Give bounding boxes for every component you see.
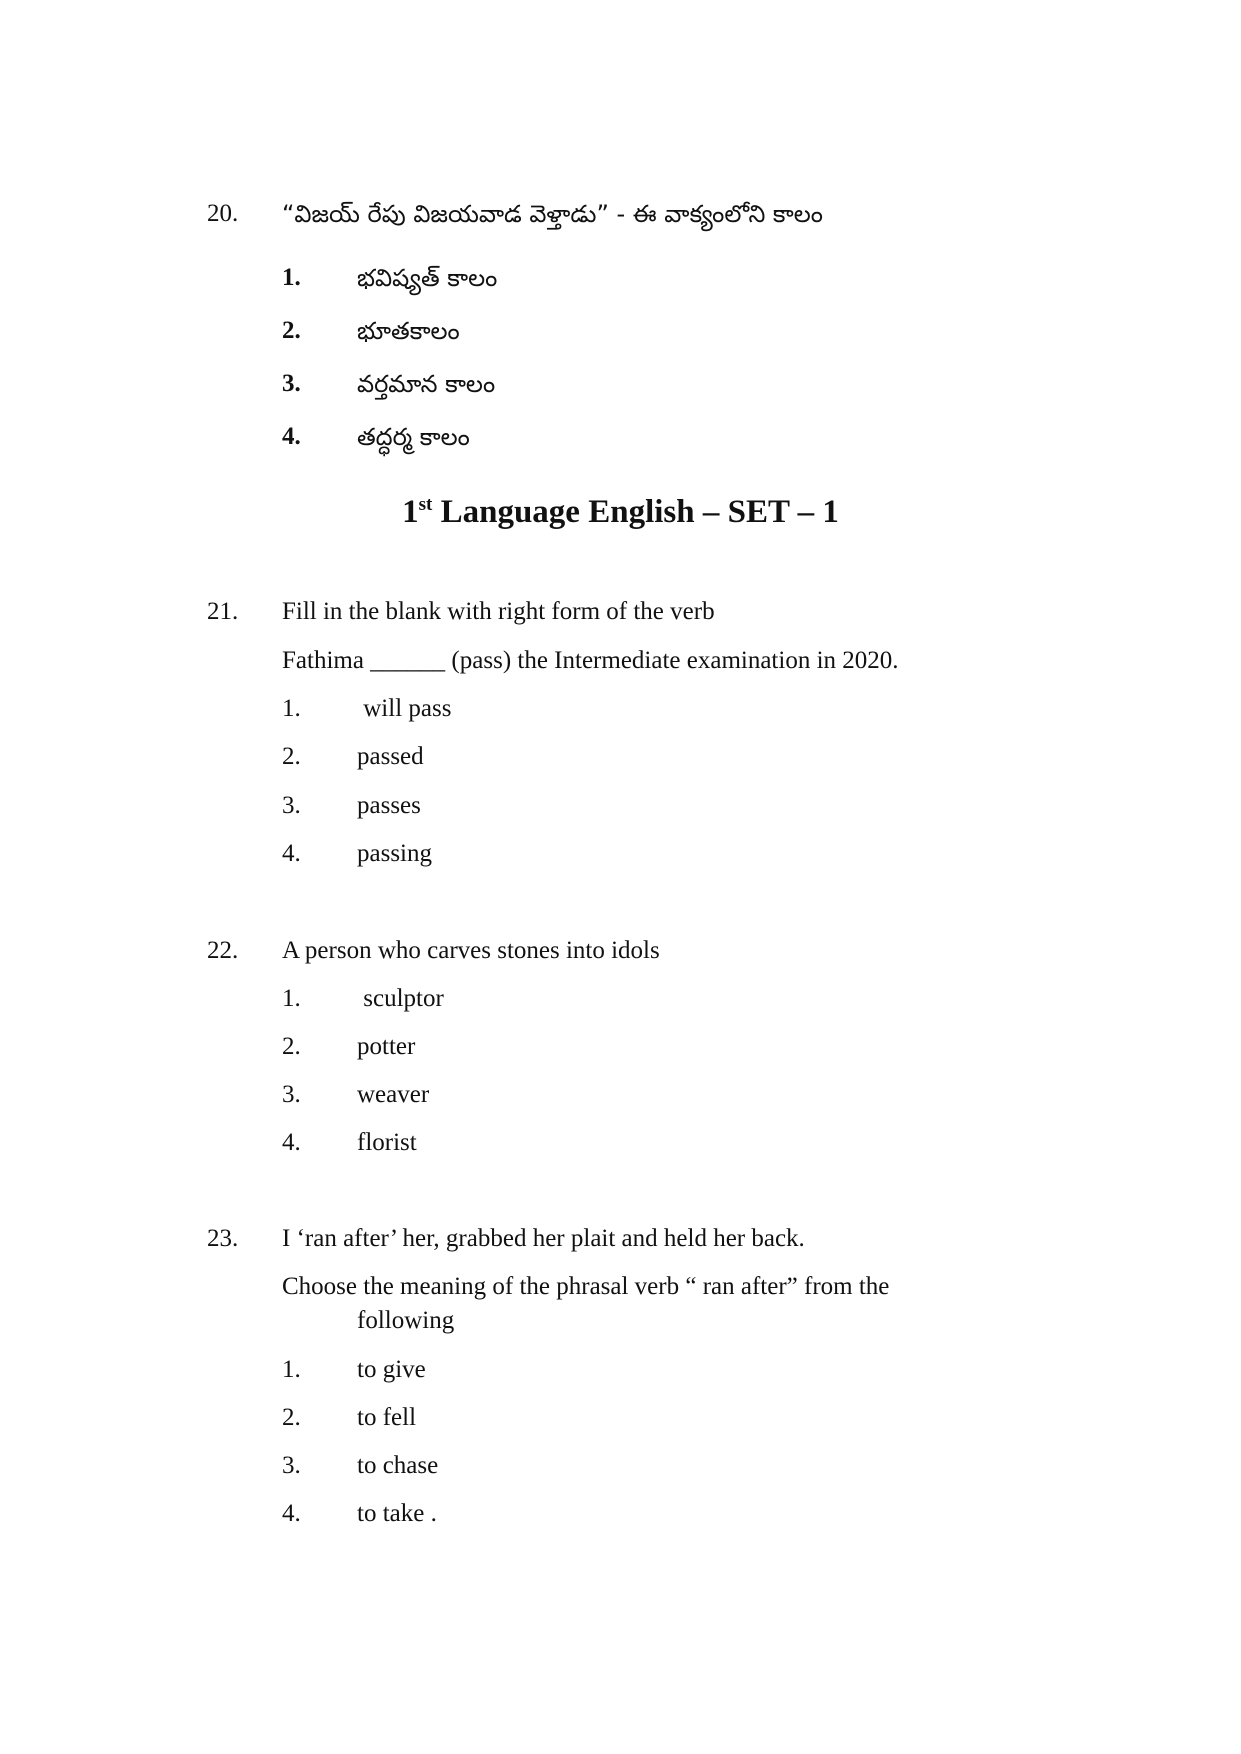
option-number: 1. [282,1356,301,1383]
option-number: 4. [282,1500,301,1527]
option-number: 1. [282,985,301,1012]
option-text: తద్ధర్మ కాలం [357,423,470,451]
option-number: 2. [282,317,301,344]
question-number: 20. [207,200,239,227]
option-text: to chase [357,1452,439,1479]
section-heading-superscript: st [418,494,433,515]
option-number: 1. [282,695,301,722]
question-text: A person who carves stones into idols [282,937,660,964]
question-text: “విజయ్ రేపు విజయవాడ వెళ్తాడు” - ఈ వాక్యంలోని కాలం [282,200,823,228]
option-text: weaver [357,1081,430,1108]
question-sentence: Fathima ______ (pass) the Intermediate examination in 2020. [282,647,899,674]
option-text: will pass [357,695,452,722]
option-number: 3. [282,1452,301,1479]
option-text: passing [357,840,432,867]
option-text: వర్తమాన కాలం [357,370,496,398]
option-text: passed [357,743,424,770]
option-number: 2. [282,743,301,770]
option-text: భూతకాలం [357,317,460,345]
section-heading-title: Language English – SET – 1 [432,494,839,530]
option-number: 3. [282,1081,301,1108]
question-number: 21. [207,598,239,625]
option-number: 4. [282,840,301,867]
option-number: 2. [282,1033,301,1060]
option-number: 3. [282,370,301,397]
option-number: 3. [282,792,301,819]
question-text: I ‘ran after’ her, grabbed her plait and held her back. [282,1225,805,1252]
option-text: passes [357,792,421,819]
question-number: 23. [207,1225,239,1252]
option-number: 4. [282,423,301,450]
section-heading [0,494,1241,531]
option-text: to take . [357,1500,437,1527]
option-text: భవిష్యత్ కాలం [357,264,498,292]
section-heading-prefix: 1 [402,494,419,530]
option-text: sculptor [357,985,444,1012]
question-instruction-continued: following [357,1307,455,1334]
question-number: 22. [207,937,239,964]
option-number: 1. [282,264,301,291]
question-instruction: Choose the meaning of the phrasal verb “ ran after” from the [282,1273,890,1300]
question-text: Fill in the blank with right form of the verb [282,598,715,625]
option-text: to give [357,1356,426,1383]
option-number: 4. [282,1129,301,1156]
option-text: to fell [357,1404,417,1431]
option-text: florist [357,1129,417,1156]
option-text: potter [357,1033,416,1060]
option-number: 2. [282,1404,301,1431]
